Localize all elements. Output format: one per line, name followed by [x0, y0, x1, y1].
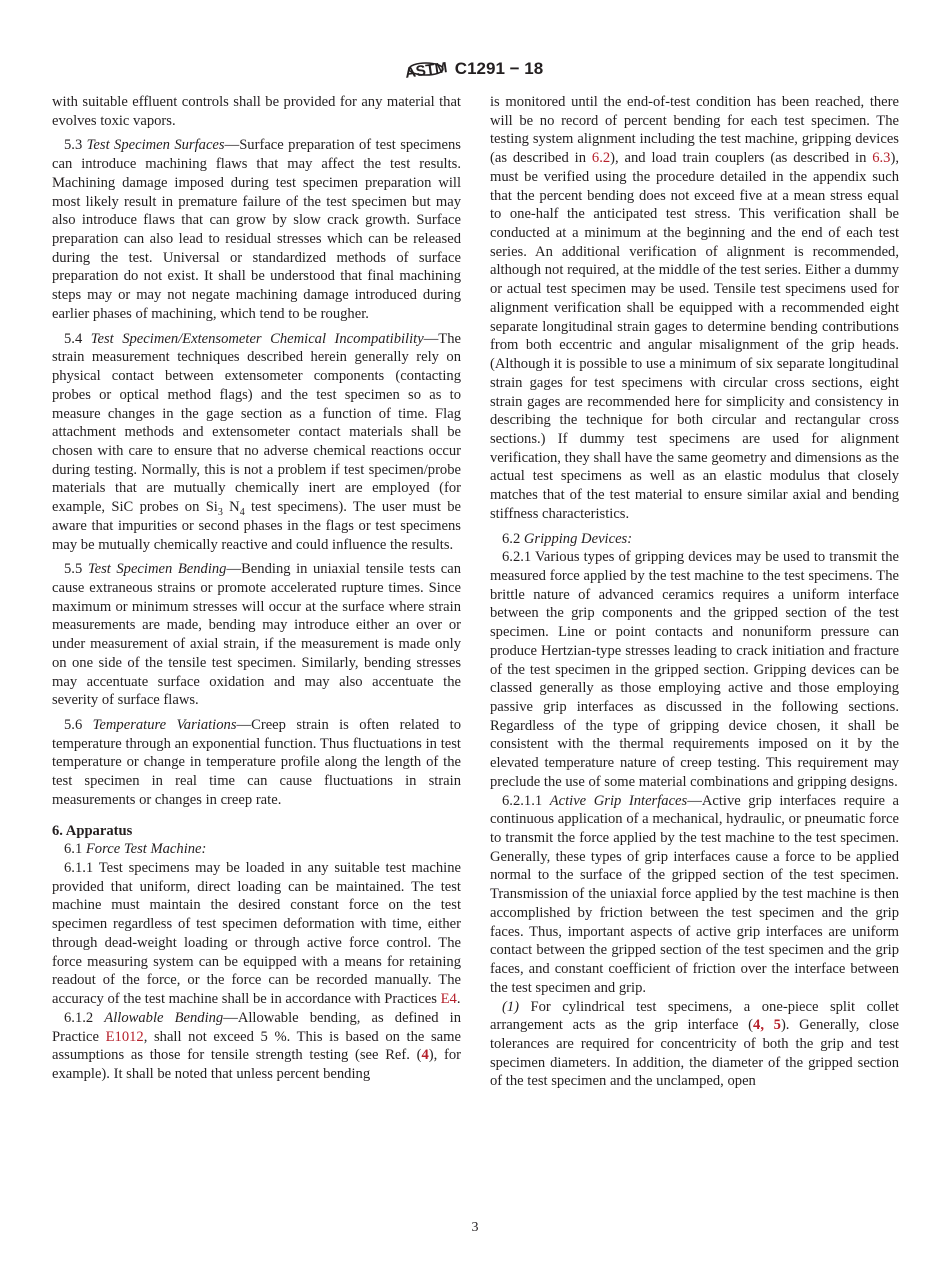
left-column [52, 93, 461, 1084]
text-run: is monitored until the end-of-test condition has been reached, there will be no record of percent bending for each test specimen. The testing system alignment including the test machine, gripping devices (as described in [490, 94, 899, 167]
text-run: 6.2.1 Various types of gripping devices may be used to transmit the measured force applied by the test machine to the test specimens. The brittle nature of advanced ceramics requires a uniform interface between the grip components and the gripped section of the test specimen. Line or point contacts and nonuniform pressure can produce Hertzian-type stresses leading to crack initiation and fracture of the test specimen in the gripped section. Gripping devices can be classed generally as those employing active and those employing passive grip interfaces as discussed in the following sections. Regardless of the type of gripping device chosen, it shall be consistent with the thermal requirements imposed on it by the elevated temperature nature of creep testing. This requirement may preclude the use of some material combinations and gripping designs. [490, 549, 899, 790]
text-run: 5.6 [64, 717, 93, 733]
paragraph [490, 93, 899, 524]
text-run: —Allowable bending, as defined in Practice [52, 1009, 461, 1045]
text-run: test specimens). The user must be aware that impurities or second phases in the flags or test specimens may be mutually chemically reactive and could influence the results. [52, 499, 461, 553]
italic-title: Gripping Devices: [523, 530, 633, 547]
italic-title: Active Grip Interfaces [549, 792, 688, 809]
text-run: , shall not exceed 5 %. This is based on the same assumptions as those for tensile strength testing (see Ref. ( [52, 1028, 461, 1064]
paragraph [52, 840, 461, 859]
reference-link[interactable]: 4, 5 [753, 1017, 781, 1034]
reference-link[interactable]: E4 [440, 991, 457, 1008]
reference-link[interactable]: 6.2 [591, 150, 611, 167]
paragraph [52, 330, 461, 555]
text-run: —Active grip interfaces require a continuous application of a mechanical, hydraulic, or pneumatic force to transmit the force applied by the test machine to the test specimen. Generally, these types of grip interfaces cause a force to be applied normal to the surface of the gripped section of the test specimen. Transmission of the uniaxial force applied by the test machine is then accomplished by friction between the test specimen and the grip faces. Thus, important aspects of active grip interfaces are uniform contact between the gripped section of the test specimen and the grip faces, and constant coefficient of friction over the interface between the test specimen and grip. [490, 792, 899, 996]
text-run: N [222, 499, 240, 516]
section-heading [52, 822, 461, 841]
italic-title: Test Specimen/Extensometer Chemical Incompatibility [90, 330, 424, 347]
italic-title: Temperature Variations [92, 717, 237, 733]
reference-link[interactable]: E1012 [105, 1028, 144, 1045]
italic-title: (1) [502, 998, 520, 1015]
text-run: ). Generally, close tolerances are required for concentricity of both the grip and test specimen diameters. In addition, the diameter of the gripped section of the test specimen and the unclamped, open [490, 1017, 900, 1090]
text-run: For cylindrical test specimens, a one-piece split collet arrangement acts as the grip interface ( [490, 998, 899, 1034]
text-run: 4 [239, 507, 245, 518]
reference-link[interactable]: 4 [421, 1047, 429, 1064]
italic-title: Allowable Bending [104, 1009, 224, 1026]
italic-title: Force Test Machine: [85, 841, 207, 858]
paragraph [52, 93, 461, 130]
paragraph [52, 1009, 461, 1084]
text-run: 3 [217, 507, 223, 518]
text-run: 6.1 [64, 841, 86, 858]
text-run: ), and load train couplers (as described in [610, 150, 873, 167]
italic-title: Test Specimen Surfaces [86, 137, 225, 154]
text-run: —Surface preparation of test specimens can introduce machining flaws that may affect the test results. Machining damage imposed during test specimen preparation will most likely result in premature failure of the test specimen but may also introduce flaws that can grow by slow crack growth. Surface preparation can also lead to residual stresses which can be released during the test. Universal or standardized methods of surface preparation do not exist. It shall be understood that final machining steps may or may not negate machining damage introduced during earlier phases of machining, which tend to be rougher. [52, 137, 461, 322]
astm-logo-icon [403, 55, 449, 83]
right-column [490, 93, 899, 1091]
text-run: 6.1.2 [64, 1009, 105, 1026]
text-run: —Bending in uniaxial tensile tests can cause extraneous strains or promote accelerated rupture times. Since maximum or minimum stresses will occur at the surface where strain measurements are made, bending may introduce either an over or under measurement of axial strain, if the measurement is made only on one side of the tensile test specimen. Similarly, bending stresses may accentuate surface oxidation and may also accentuate the severity of surface flaws. [52, 561, 461, 709]
text-run: ), must be verified using the procedure detailed in the appendix such that the percent bending does not exceed five at a mean stress equal to one-half the anticipated test stress. This verification shall be conducted at a minimum at the beginning and the end of each test series. An additional verification of alignment is recommended, although not required, at the middle of the test series. Either a dummy or actual test specimen may be used. Tensile test specimens used for alignment verification shall be equipped with a recommended eight separate longitudinal strain gages to determine bending contributions from both eccentric and angular misalignment of the grip heads. (Although it is possible to use a minimum of six separate longitudinal strain gages for test specimens with circular cross sections, eight strain gages are recommended here for simplicity and consistency in describing the technique for both circular and rectangular cross sections.) If dummy test specimens are used for alignment verification, they shall have the same geometry and dimensions as the actual test specimens as well as an elastic modulus that closely matches that of the test material to ensure similar axial and bending stiffness characteristics. [490, 150, 899, 522]
paragraph [52, 859, 461, 1009]
text-run: —The strain measurement techniques described herein generally rely on physical contact between extensometer components (contacting probes or optical method flags) and the test specimen so as to measure changes in the gage section as a function of time. Flag attachment methods and extensometer contact materials shall be chosen with care to ensure that no adverse chemical reactions occur during testing. Normally, this is not a problem if test specimen/probe materials that are mutually chemically inert are employed (for example, SiC probes on Si [52, 330, 461, 516]
text-run: 5.3 [64, 137, 87, 154]
document-id: C1291 − 18 [454, 59, 544, 78]
page-number: 3 [471, 1220, 479, 1235]
paragraph [490, 530, 899, 549]
text-run: 5.4 [64, 330, 91, 347]
text-run: . [456, 991, 461, 1008]
text-run: 5.5 [64, 561, 88, 578]
text-run: 6. Apparatus [52, 822, 133, 839]
paragraph [490, 548, 899, 791]
text-run: —Creep strain is often related to temperature through an exponential function. Thus fluctuations in test temperature or change in temperature profile along the length of the test specimen in real time can cause fluctuations in strain measurements or changes in creep rate. [52, 717, 462, 808]
text-run: 6.2.1.1 [502, 792, 550, 809]
paragraph [490, 998, 899, 1092]
text-run: 6.2 [502, 530, 524, 547]
paragraph [52, 716, 461, 810]
italic-title: Test Specimen Bending [87, 561, 227, 578]
page-header [0, 55, 950, 83]
svg-text:ASTM: ASTM [403, 59, 449, 82]
text-run: ), for example). It shall be noted that unless percent bending [52, 1047, 461, 1082]
paragraph [490, 792, 899, 998]
paragraph [52, 136, 461, 323]
reference-link[interactable]: 6.3 [872, 150, 891, 167]
text-run: with suitable effluent controls shall be provided for any material that evolves toxic vapors. [52, 94, 461, 129]
text-run: 6.1.1 Test specimens may be loaded in any suitable test machine provided that uniform, direct loading can be maintained. The test machine must maintain the desired constant force on the test specimen regardless of test specimen deformation with time, either through dead-weight loading or through active force control. The force measuring system can be equipped with a means for retaining readout of the force, or the force can be recorded manually. The accuracy of the test machine shall be in accordance with Practices [52, 860, 461, 1008]
paragraph [52, 560, 461, 710]
